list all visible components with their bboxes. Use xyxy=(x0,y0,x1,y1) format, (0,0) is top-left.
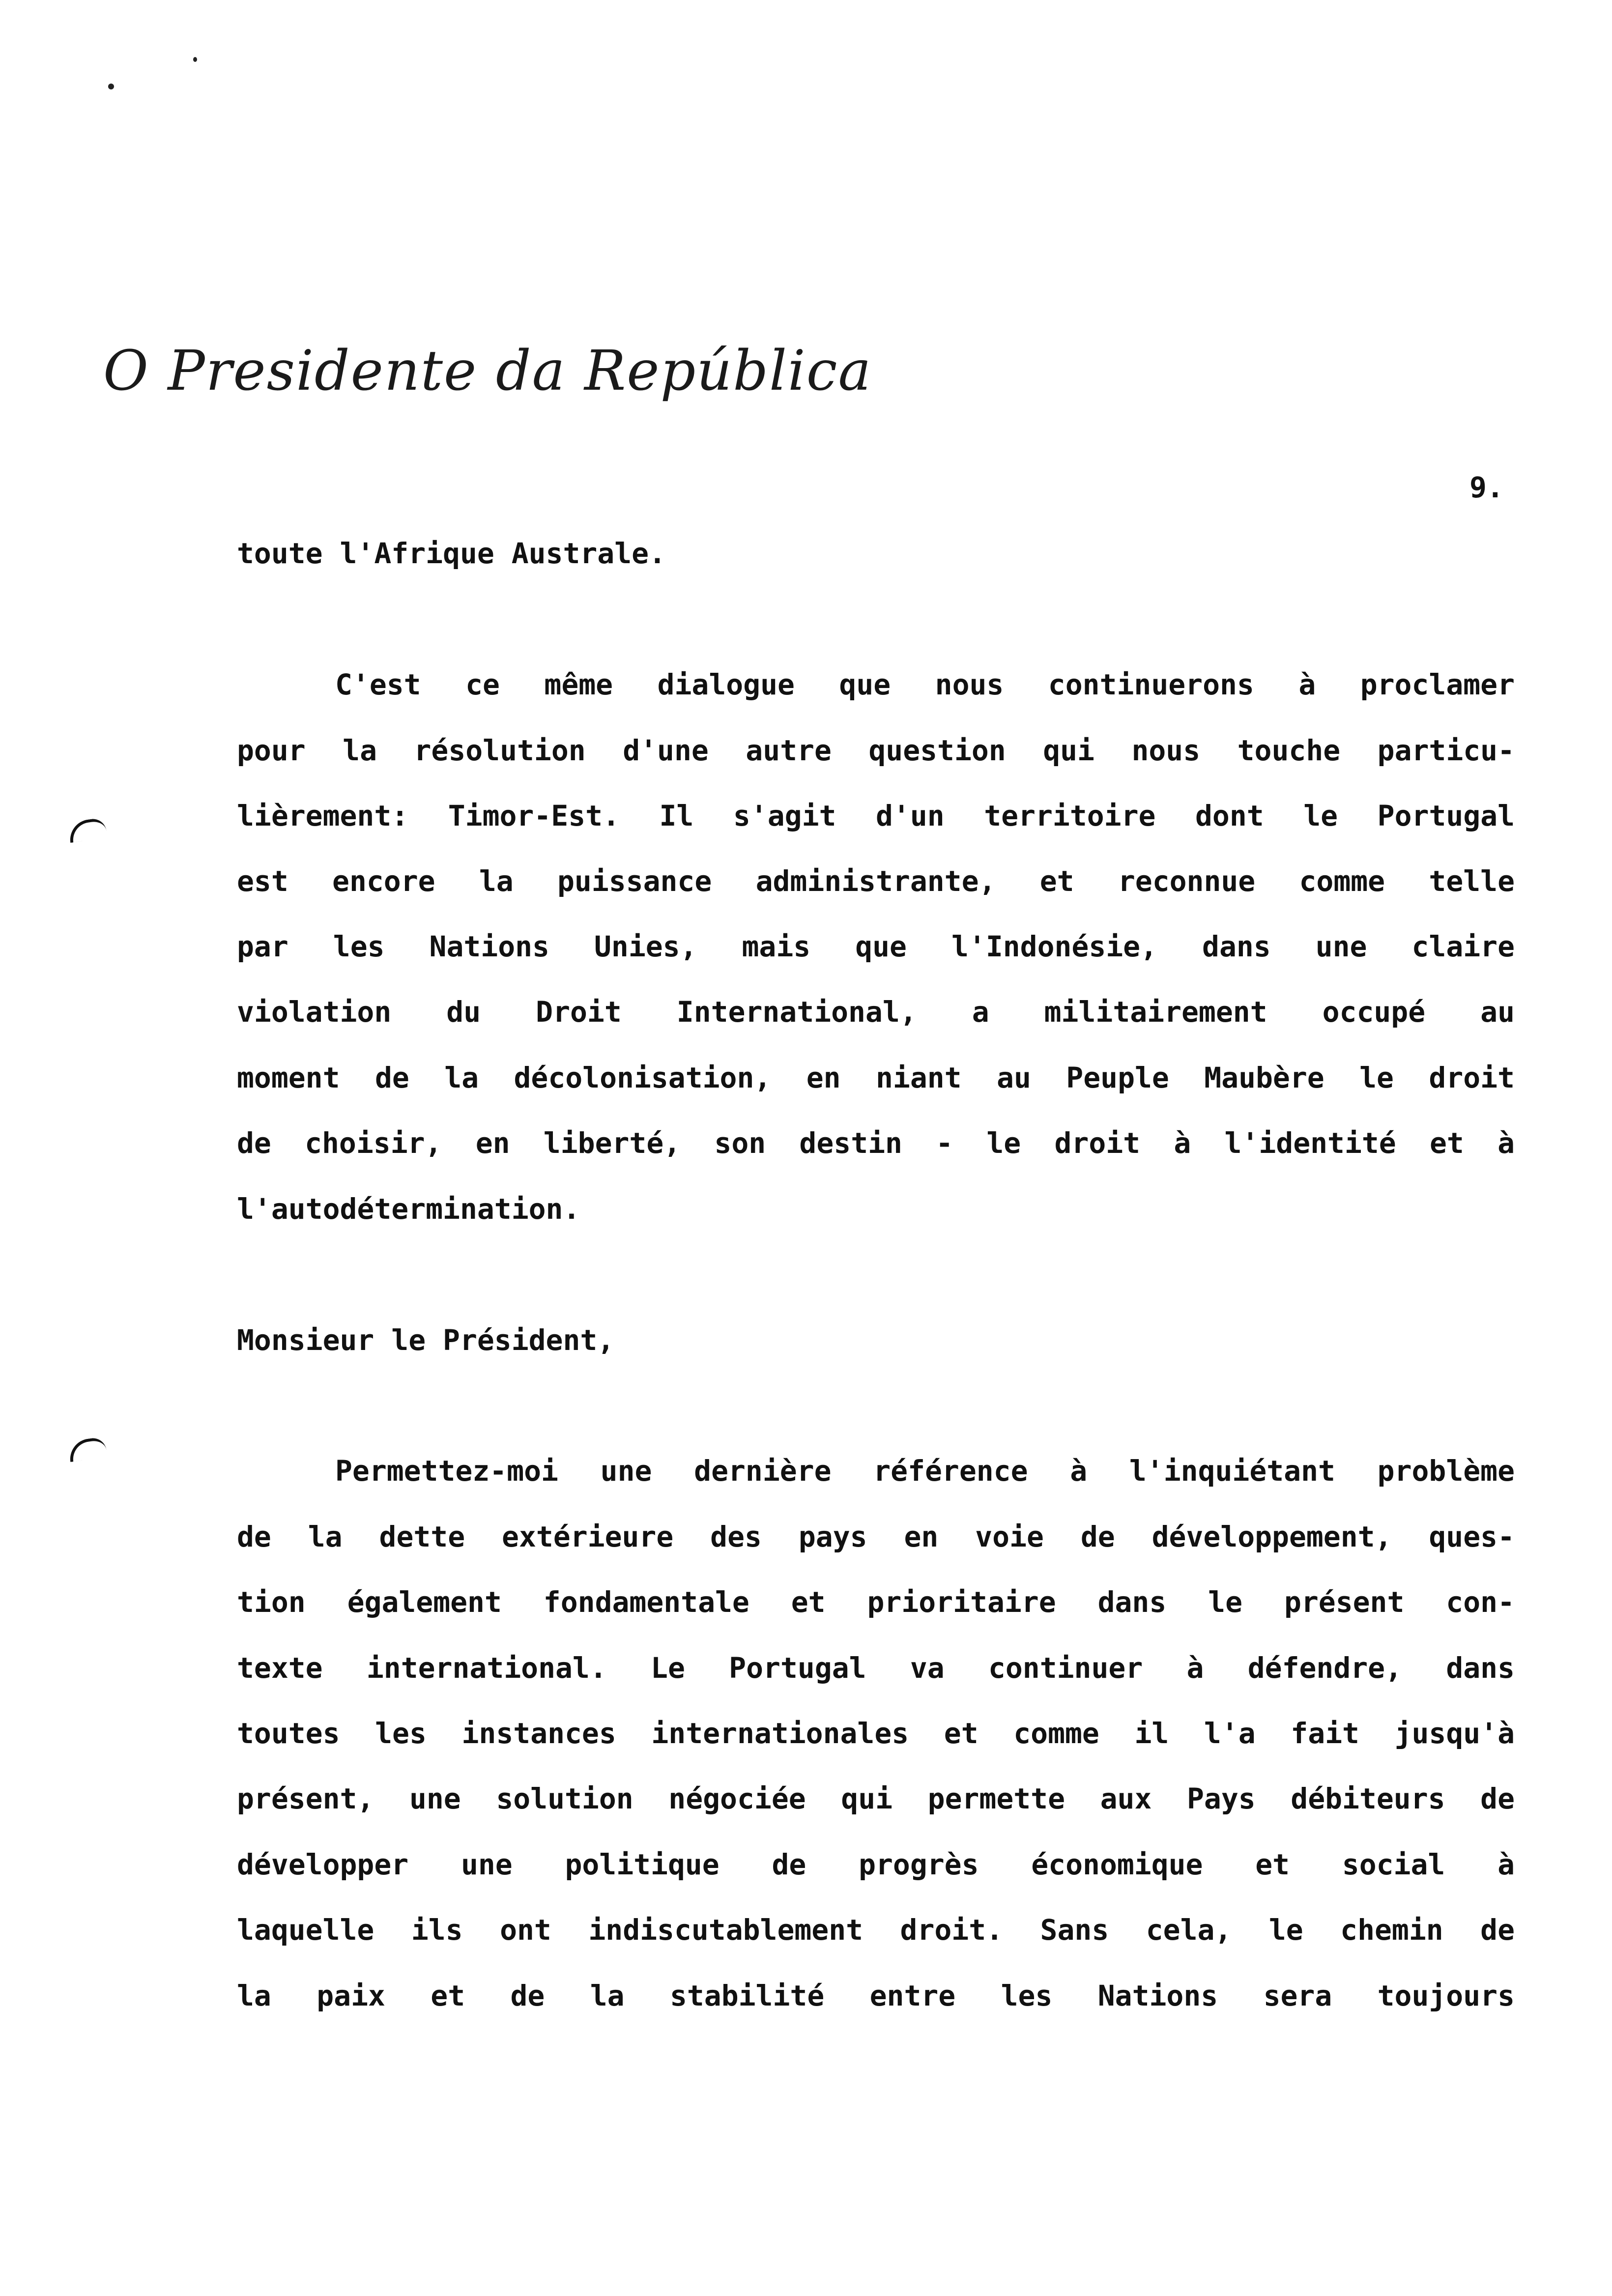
body-line: texte international. Le Portugal va continuer à défendre, dans xyxy=(237,1651,1515,1685)
body-line: tion également fondamentale et prioritaire dans le présent con- xyxy=(237,1585,1515,1619)
body-line: de la dette extérieure des pays en voie de développement, ques- xyxy=(237,1520,1515,1553)
body-line: lièrement: Timor-Est. Il s'agit d'un territoire dont le Portugal xyxy=(237,799,1515,832)
salutation: Monsieur le Président, xyxy=(237,1323,615,1357)
body-line: laquelle ils ont indiscutablement droit. Sans cela, le chemin de xyxy=(237,1913,1515,1947)
body-line: C'est ce même dialogue que nous continuerons à proclamer xyxy=(335,668,1515,701)
body-line: toutes les instances internationales et comme il l'a fait jusqu'à xyxy=(237,1717,1515,1750)
margin-mark xyxy=(67,817,107,843)
letterhead: O Presidente da República xyxy=(103,339,872,403)
speck-mark xyxy=(193,57,197,62)
body-line: l'autodétermination. xyxy=(237,1192,580,1226)
margin-mark xyxy=(67,1436,107,1462)
body-line: violation du Droit International, a militairement occupé au xyxy=(237,995,1515,1029)
body-line: la paix et de la stabilité entre les Nations sera toujours xyxy=(237,1979,1515,2012)
page-number: 9. xyxy=(1469,471,1504,504)
speck-mark xyxy=(108,84,114,89)
body-line: Permettez-moi une dernière référence à l'inquiétant problème xyxy=(335,1454,1515,1488)
body-line: présent, une solution négociée qui permette aux Pays débiteurs de xyxy=(237,1782,1515,1815)
body-line: de choisir, en liberté, son destin - le droit à l'identité et à xyxy=(237,1126,1515,1160)
body-line: pour la résolution d'une autre question qui nous touche particu- xyxy=(237,734,1515,767)
body-line: moment de la décolonisation, en niant au Peuple Maubère le droit xyxy=(237,1061,1515,1094)
body-line: par les Nations Unies, mais que l'Indonésie, dans une claire xyxy=(237,930,1515,963)
body-line: toute l'Afrique Australe. xyxy=(237,537,666,570)
body-line: développer une politique de progrès économique et social à xyxy=(237,1848,1515,1881)
body-line: est encore la puissance administrante, et reconnue comme telle xyxy=(237,864,1515,898)
